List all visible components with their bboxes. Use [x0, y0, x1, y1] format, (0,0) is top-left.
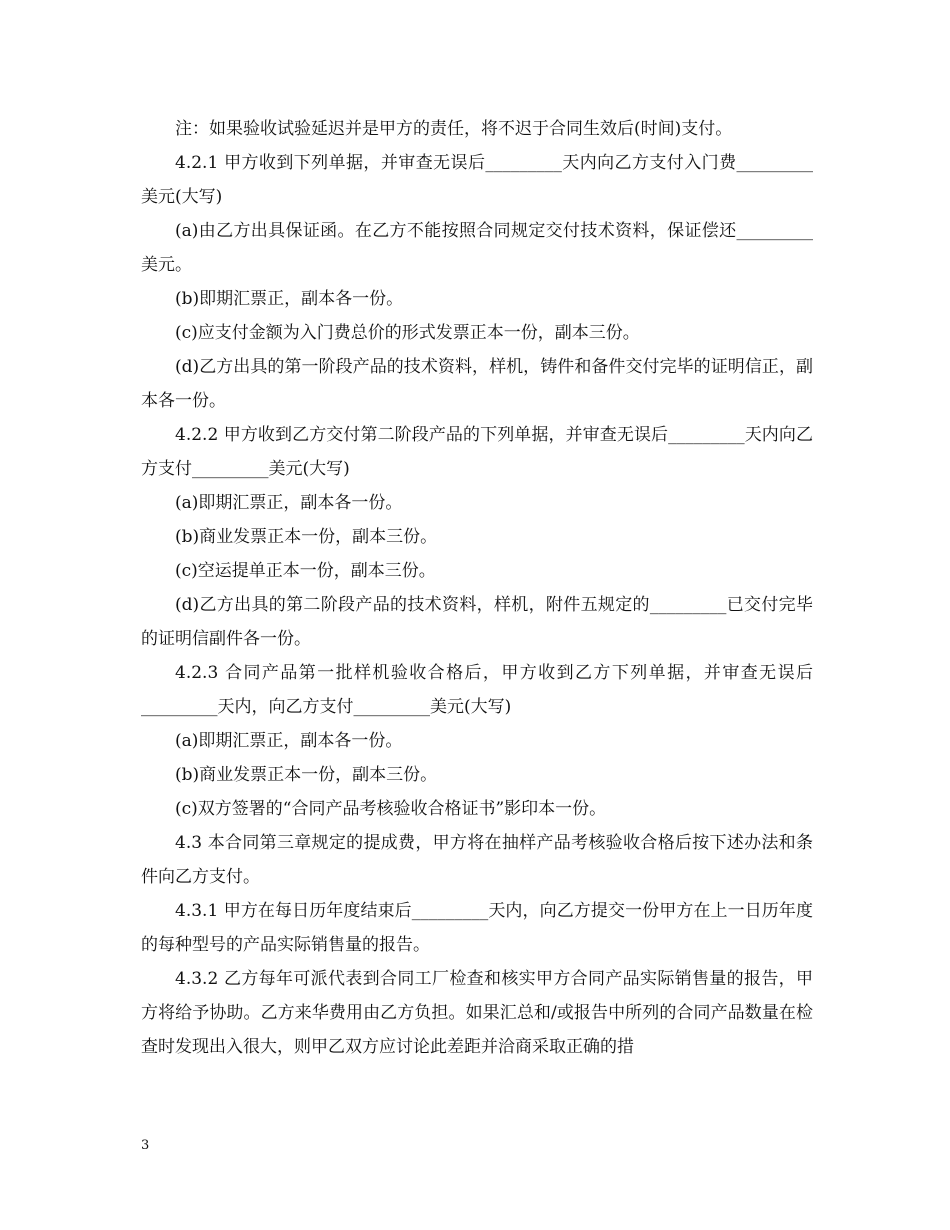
paragraph-4-2-1-c: (c)应支付金额为入门费总价的形式发票正本一份，副本三份。 — [175, 323, 640, 343]
paragraph-note: 注：如果验收试验延迟并是甲方的责任，将不迟于合同生效后(时间)支付。 — [175, 119, 733, 139]
paragraph-4-2-2-d: (d)乙方出具的第二阶段产品的技术资料，样机，附件五规定的_________已交付完毕的证明信副件各一份。 — [141, 595, 813, 649]
paragraph-4-2-3: 4.2.3 合同产品第一批样机验收合格后，甲方收到乙方下列单据，并审查无误后_________天内，向乙方支付_________美元(大写) — [141, 663, 813, 717]
paragraph-4-2-2-b: (b)商业发票正本一份，副本三份。 — [175, 527, 438, 547]
paragraph-4-2-1-b: (b)即期汇票正，副本各一份。 — [175, 289, 404, 309]
paragraph-4-2-2-a: (a)即期汇票正，副本各一份。 — [175, 493, 403, 513]
page-number: 3 — [141, 1138, 150, 1153]
paragraph-4-2-2-c: (c)空运提单正本一份，副本三份。 — [175, 561, 436, 581]
paragraph-4-2-1-d: (d)乙方出具的第一阶段产品的技术资料，样机，铸件和备件交付完毕的证明信正，副本各一份。 — [141, 357, 813, 411]
document-body — [141, 112, 813, 1064]
paragraph-4-2-1: 4.2.1 甲方收到下列单据，并审查无误后_________天内向乙方支付入门费_________美元(大写) — [141, 153, 813, 207]
paragraph-4-3-1: 4.3.1 甲方在每日历年度结束后_________天内，向乙方提交一份甲方在上一日历年度的每种型号的产品实际销售量的报告。 — [141, 901, 813, 955]
paragraph-4-2-1-a: (a)由乙方出具保证函。在乙方不能按照合同规定交付技术资料，保证偿还_________美元。 — [141, 221, 813, 275]
paragraph-4-2-3-b: (b)商业发票正本一份，副本三份。 — [175, 765, 438, 785]
paragraph-4-2-2: 4.2.2 甲方收到乙方交付第二阶段产品的下列单据，并审查无误后_________天内向乙方支付_________美元(大写) — [141, 425, 813, 479]
paragraph-4-3: 4.3 本合同第三章规定的提成费，甲方将在抽样产品考核验收合格后按下述办法和条件向乙方支付。 — [141, 833, 813, 887]
paragraph-4-2-3-a: (a)即期汇票正，副本各一份。 — [175, 731, 403, 751]
paragraph-4-2-3-c: (c)双方签署的“合同产品考核验收合格证书”影印本一份。 — [175, 799, 607, 819]
paragraph-4-3-2: 4.3.2 乙方每年可派代表到合同工厂检查和核实甲方合同产品实际销售量的报告，甲方将给予协助。乙方来华费用由乙方负担。如果汇总和/或报告中所列的合同产品数量在检查时发现出入很大，则甲乙双方应讨论此差距并洽商采取正确的措 — [141, 969, 813, 1057]
